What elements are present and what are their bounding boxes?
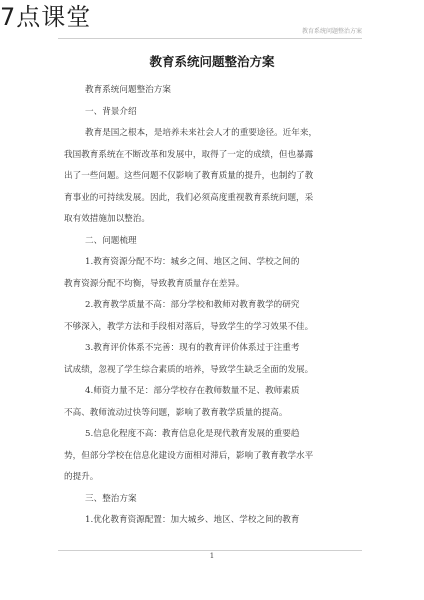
list-item-line: 势，但部分学校在信息化建设方面相对滞后，影响了教育教学水平 <box>64 450 314 461</box>
section-heading-background: 一、背景介绍 <box>85 106 137 117</box>
list-item-line: 不够深入，教学方法和手段相对落后，导致学生的学习效果不佳。 <box>64 321 314 332</box>
section-heading-issues: 二、问题梳理 <box>85 235 137 246</box>
list-item-line: 2.教育教学质量不高：部分学校和教师对教育教学的研究 <box>85 300 300 310</box>
paragraph-line: 取有效措施加以整治。 <box>64 214 150 224</box>
paragraph-line: 我国教育系统在不断改革和发展中，取得了一定的成绩，但也暴露 <box>64 149 314 160</box>
list-item-line: 5.信息化程度不高：教育信息化是现代教育发展的重要趋 <box>85 429 300 439</box>
header-divider <box>58 38 362 39</box>
list-item-line: 4.师资力量不足：部分学校存在教师数量不足、教师素质 <box>85 386 300 396</box>
list-item-line: 1.优化教育资源配置：加大城乡、地区、学校之间的教育 <box>85 515 300 525</box>
site-watermark: 7点课堂 <box>0 3 92 31</box>
paragraph-line: 育事业的可持续发展。因此，我们必须高度重视教育系统问题，采 <box>64 192 314 203</box>
list-item-line: 教育资源分配不均衡，导致教育质量存在差异。 <box>64 278 245 289</box>
list-item-line: 不高、教师流动过快等问题，影响了教育教学质量的提高。 <box>64 407 288 418</box>
running-header: 教育系统问题整治方案 <box>301 28 362 35</box>
section-heading-plan: 三、整治方案 <box>85 493 137 504</box>
doc-name-line: 教育系统问题整治方案 <box>85 85 171 95</box>
list-item-line: 1.教育资源分配不均：城乡之间、地区之间、学校之间的 <box>85 257 300 267</box>
footer-divider <box>58 550 362 551</box>
paragraph-line: 出了一些问题。这些问题不仅影响了教育质量的提升，也制约了教 <box>64 171 314 181</box>
page-number: 1 <box>209 552 215 560</box>
paragraph-line: 教育是国之根本，是培养未来社会人才的重要途径。近年来， <box>85 128 318 138</box>
list-item-line: 3.教育评价体系不完善：现有的教育评价体系过于注重考 <box>85 343 300 353</box>
list-item-line: 试成绩，忽视了学生综合素质的培养，导致学生缺乏全面的发展。 <box>64 364 314 375</box>
list-item-line: 的提升。 <box>64 472 99 482</box>
document-body <box>64 80 364 532</box>
document-title: 教育系统问题整治方案 <box>149 54 275 69</box>
